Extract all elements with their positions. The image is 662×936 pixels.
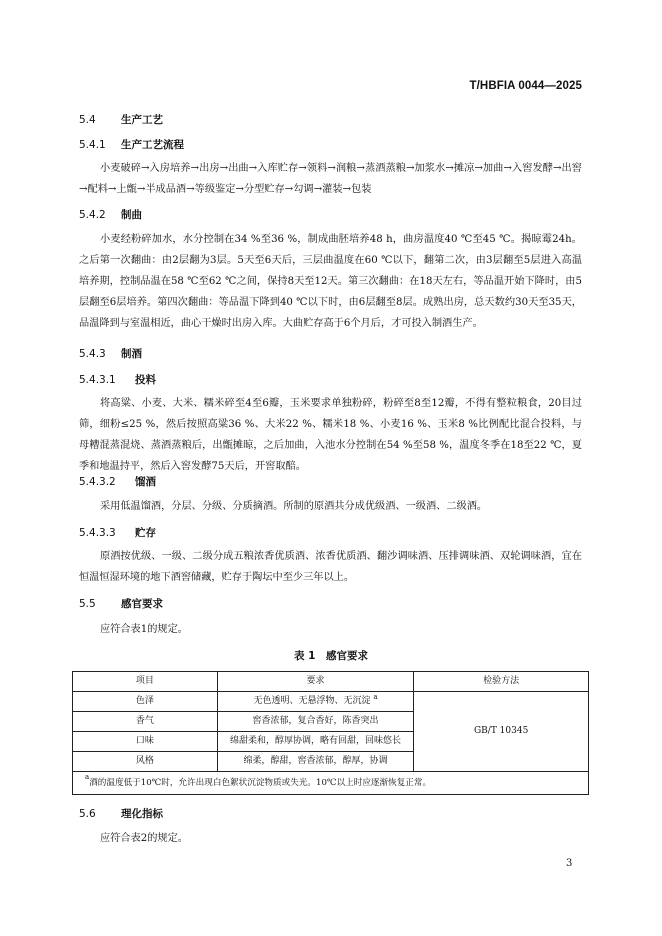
section-title: 理化指标	[121, 808, 163, 820]
row-item: 色泽	[73, 692, 218, 712]
heading-5-6	[79, 806, 163, 821]
heading-5-4-3-3	[79, 525, 156, 540]
footnote-marker: a	[85, 773, 90, 781]
section-number: 5.4.3.3	[79, 527, 116, 539]
section-title: 制曲	[121, 209, 142, 221]
row-item: 口味	[73, 732, 218, 752]
row-item: 香气	[73, 712, 218, 732]
page-number: 3	[566, 858, 573, 869]
test-method-cell: GB/T 10345	[414, 692, 589, 772]
table-note-row	[73, 772, 589, 795]
table-row	[73, 692, 589, 712]
sensory-intro-text: 应符合表1的规定。	[100, 624, 188, 635]
note-text: 酒的温度低于10℃时，允许出现白色絮状沉淀物质或失光。10℃以上时应逐渐恢复正常。	[89, 778, 432, 788]
section-title: 生产工艺流程	[121, 139, 184, 151]
header-method: 检验方法	[414, 672, 589, 692]
section-number: 5.4.3.2	[79, 476, 116, 488]
heading-5-4-3	[79, 346, 142, 361]
section-number: 5.6	[79, 808, 96, 820]
heading-5-4-3-1	[79, 372, 156, 387]
feeding-text: 将高粱、小麦、大米、糯米碎至4至6瓣，玉米要求单独粉碎，粉碎至8至12瓣，不得有整粒粮食，20目过筛，细粉≤25 %，然后按照高粱36 %、大米22 %、糯米18 %、小麦16 %、玉米8 %比例配比混合投料，与母糟混蒸混烧、蒸酒蒸粮后，出甑摊晾，之后加曲，入池水分控制在54 %至58 %，温度冬季在18至22 ℃，夏季和地温持平，然后入窖发酵75天后，开窖取醅。	[79, 398, 582, 472]
heading-5-5	[79, 596, 163, 611]
process-flow-text: 小麦破碎→入房培养→出房→出曲→入库贮存→领料→润粮→蒸酒蒸粮→加浆水→摊凉→加曲→入窖发酵→出窖→配料→上甑→半成品酒→等级鉴定→分型贮存→勾调→灌装→包装	[79, 163, 582, 195]
section-title: 贮存	[135, 527, 156, 539]
heading-5-4-3-2	[79, 474, 156, 489]
footnote-marker: a	[373, 693, 378, 701]
section-title: 投料	[135, 374, 156, 386]
heading-5-4	[79, 112, 163, 127]
section-title: 馏酒	[135, 476, 156, 488]
section-number: 5.5	[79, 598, 96, 610]
row-requirement: 窖香浓郁，复合香好，陈香突出	[217, 712, 414, 732]
section-number: 5.4	[79, 114, 96, 126]
row-requirement: 绵甜柔和，醇厚协调，略有回甜，回味悠长	[217, 732, 414, 752]
row-requirement: 绵柔，醇甜，窖香浓郁，醇厚，协调	[217, 752, 414, 772]
table-note	[73, 772, 589, 795]
section-title: 生产工艺	[121, 114, 163, 126]
header-item: 项目	[73, 672, 218, 692]
sensory-requirements-table	[72, 671, 589, 795]
heading-5-4-2	[79, 207, 142, 222]
storage-text: 原酒按优级、一级、二级分成五粮浓香优质酒、浓香优质酒、翻沙调味酒、压排调味酒、双轮调味酒，宜在恒温恒湿环境的地下酒窖储藏，贮存于陶坛中至少三年以上。	[79, 551, 582, 583]
distilling-text: 采用低温馏酒，分层、分级、分质摘酒。所制的原酒共分成优级酒、一级酒、二级酒。	[100, 501, 488, 512]
section-title: 感官要求	[121, 598, 163, 610]
section-number: 5.4.3	[79, 348, 106, 360]
section-number: 5.4.1	[79, 139, 106, 151]
table-1-caption: 表 1 感官要求	[294, 650, 368, 662]
standard-code: T/HBFIA 0044—2025	[469, 80, 582, 92]
koji-making-text: 小麦经粉碎加水，水分控制在34 %至36 %，制成曲胚培养48 h，曲房温度40 ℃至45 ℃。揭晾霉24h。之后第一次翻曲：由2层翻为3层。5天至6天后，三层曲温度在60 ℃以下，翻第二次，由3层翻至5层进入高温培养期，控制品温在58 ℃至62 ℃之间，保持8天至12天。第三次翻曲：在18天左右，等品温开始下降时，由5层翻至6层培养。第四次翻曲：等品温下降到40 ℃以下时，由6层翻至8层。成熟出房，总天数约30天至35天，品温降到与室温相近，曲心干燥时出房入库。大曲贮存高于6个月后，才可投入制酒生产。	[79, 234, 582, 329]
section-number: 5.4.3.1	[79, 374, 116, 386]
header-requirement: 要求	[217, 672, 414, 692]
row-item: 风格	[73, 752, 218, 772]
row-requirement	[217, 692, 414, 712]
requirement-text: 无色透明、无悬浮物、无沉淀	[253, 696, 371, 706]
table-header-row	[73, 672, 589, 692]
heading-5-4-1	[79, 137, 184, 152]
section-number: 5.4.2	[79, 209, 106, 221]
physicochemical-intro-text: 应符合表2的规定。	[100, 833, 188, 844]
section-title: 制酒	[121, 348, 142, 360]
